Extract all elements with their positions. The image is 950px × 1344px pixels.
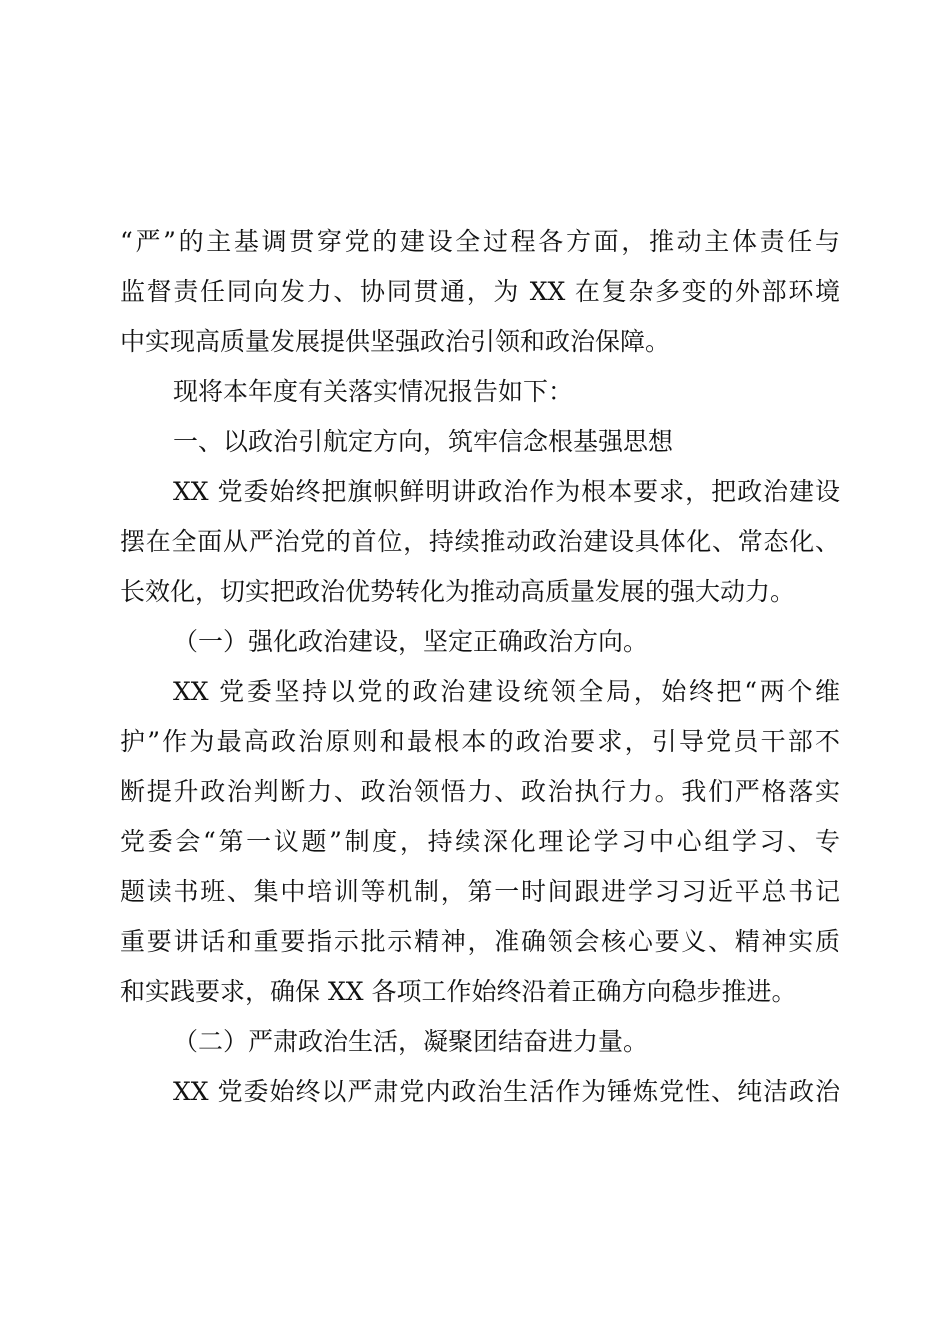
paragraph-line: 重要讲话和重要指示批示精神，准确领会核心要义、精神实质 — [120, 927, 840, 956]
paragraph-line: XX 党委始终以严肃党内政治生活作为锤炼党性、纯洁政治 — [173, 1077, 840, 1106]
subsection-heading: （一）强化政治建设，坚定正确政治方向。 — [173, 627, 649, 656]
paragraph-line: 中实现高质量发展提供坚强政治引领和政治保障。 — [120, 327, 671, 356]
paragraph-line: 题读书班、集中培训等机制，第一时间跟进学习习近平总书记 — [120, 877, 840, 906]
paragraph-line: 现将本年度有关落实情况报告如下： — [173, 377, 574, 406]
paragraph-line: 和实践要求，确保 XX 各项工作始终沿着正确方向稳步推进。 — [120, 977, 797, 1006]
paragraph-line: 党委会“第一议题”制度，持续深化理论学习中心组学习、专 — [120, 827, 840, 856]
subsection-heading: （二）严肃政治生活，凝聚团结奋进力量。 — [173, 1027, 649, 1056]
paragraph-line: 监督责任同向发力、协同贯通，为 XX 在复杂多变的外部环境 — [120, 277, 840, 306]
paragraph-line: “严”的主基调贯穿党的建设全过程各方面，推动主体责任与 — [120, 227, 840, 256]
paragraph-line: XX 党委始终把旗帜鲜明讲政治作为根本要求，把政治建设 — [173, 477, 840, 506]
section-heading: 一、以政治引航定方向，筑牢信念根基强思想 — [173, 427, 674, 456]
paragraph-line: 断提升政治判断力、政治领悟力、政治执行力。我们严格落实 — [120, 777, 840, 806]
paragraph-line: 护”作为最高政治原则和最根本的政治要求，引导党员干部不 — [120, 727, 840, 756]
paragraph-line: 长效化，切实把政治优势转化为推动高质量发展的强大动力。 — [120, 577, 796, 606]
paragraph-line: 摆在全面从严治党的首位，持续推动政治建设具体化、常态化、 — [120, 527, 840, 556]
paragraph-line: XX 党委坚持以党的政治建设统领全局，始终把“两个维 — [173, 677, 840, 706]
